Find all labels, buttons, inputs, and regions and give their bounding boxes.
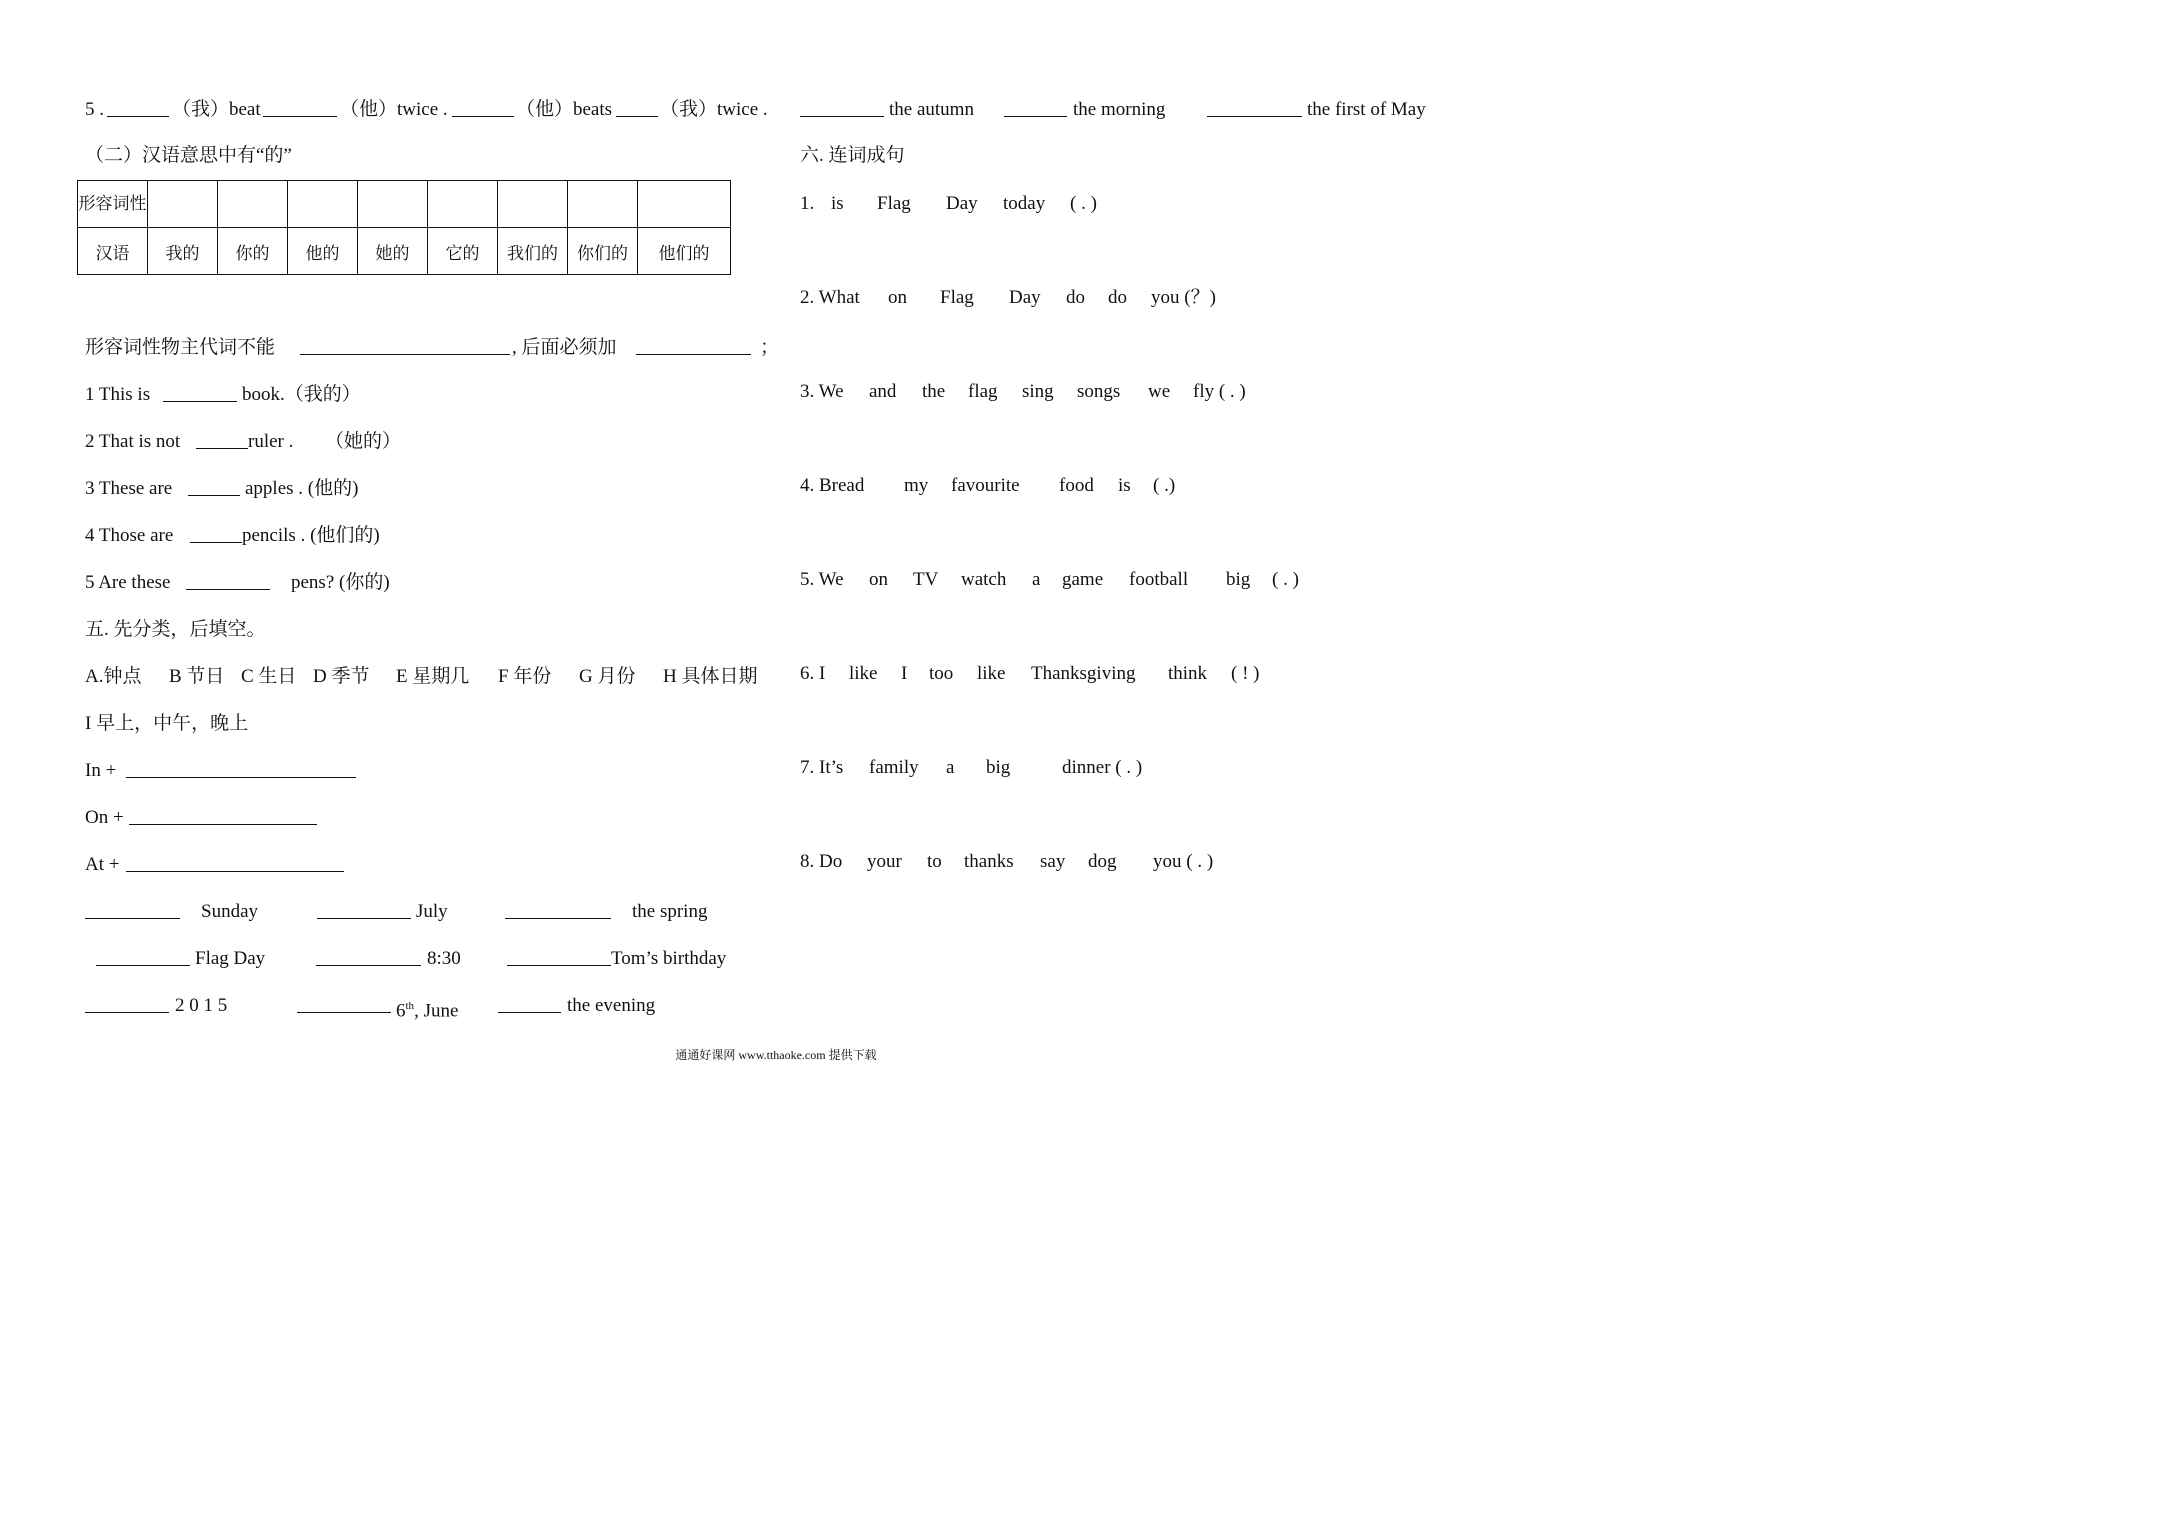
word: your (867, 851, 902, 872)
exercise-text: pens? (你的) (291, 572, 390, 593)
grid-item: July (416, 901, 448, 922)
word: 2. What (800, 287, 860, 308)
answer-blank[interactable] (452, 98, 514, 117)
table-cell: 你的 (218, 228, 288, 275)
word: Flag (877, 193, 911, 214)
word: ( .) (1153, 475, 1176, 496)
answer-blank[interactable] (196, 430, 248, 449)
line5-seg: （他）twice . (340, 99, 448, 120)
category: C 生日 (241, 666, 297, 687)
table-cell: 我们的 (498, 228, 568, 275)
word: do (1066, 287, 1085, 308)
grid-item: the spring (632, 901, 708, 922)
answer-blank[interactable] (498, 994, 561, 1013)
word: you ( . ) (1153, 851, 1214, 872)
prep-label: At + (85, 854, 120, 875)
grid-item: 8:30 (427, 948, 461, 969)
word: Thanksgiving (1031, 663, 1136, 684)
answer-blank[interactable] (800, 98, 884, 117)
word: like (849, 663, 878, 684)
word: thanks (964, 851, 1014, 872)
answer-blank[interactable] (263, 98, 337, 117)
word: like (977, 663, 1006, 684)
word: sing (1022, 381, 1054, 402)
table-cell-blank[interactable] (568, 181, 638, 228)
table-cell-blank[interactable] (638, 181, 731, 228)
answer-blank[interactable] (616, 98, 658, 117)
word: 3. We (800, 381, 844, 402)
exercise-text: 1 This is (85, 384, 151, 405)
word: my (904, 475, 929, 496)
answer-blank[interactable] (317, 900, 411, 919)
date-month: , June (414, 1000, 459, 1022)
word: fly ( . ) (1193, 381, 1246, 402)
word: is (831, 193, 844, 214)
word: we (1148, 381, 1171, 402)
exercise-text: （她的） (325, 431, 402, 452)
table-header-chinese: 汉语 (78, 228, 148, 275)
table-cell: 你们的 (568, 228, 638, 275)
exercise-text: apples . (他的) (245, 478, 359, 499)
word: today (1003, 193, 1046, 214)
category: H 具体日期 (663, 666, 758, 687)
word: dinner ( . ) (1062, 757, 1143, 778)
exercise-text: book.（我的） (242, 384, 361, 405)
exercise-text: 5 Are these (85, 572, 171, 593)
table-cell-blank[interactable] (288, 181, 358, 228)
word: on (869, 569, 888, 590)
time-phrase: the autumn (889, 99, 974, 120)
word: favourite (951, 475, 1020, 496)
word: a (1032, 569, 1041, 590)
word: dog (1088, 851, 1117, 872)
word: and (869, 381, 897, 402)
answer-blank[interactable] (505, 900, 611, 919)
answer-blank[interactable] (636, 336, 751, 355)
word: 5. We (800, 569, 844, 590)
time-phrase: the first of May (1307, 99, 1426, 120)
rule-text: 形容词性物主代词不能 (85, 337, 276, 358)
exercise-text: 2 That is not (85, 431, 181, 452)
section2-title: （二）汉语意思中有“的” (85, 145, 292, 166)
date-day: 6 (396, 1000, 406, 1022)
categories-line-2: I 早上，中午，晚上 (85, 713, 249, 734)
line5-number: 5 . (85, 99, 104, 120)
line5-seg: （我）twice . (660, 99, 768, 120)
prep-label: On + (85, 807, 124, 828)
word: Flag (940, 287, 974, 308)
answer-blank[interactable] (163, 383, 237, 402)
word: game (1062, 569, 1104, 590)
word: say (1040, 851, 1066, 872)
word: flag (968, 381, 998, 402)
word: Day (946, 193, 978, 214)
answer-blank[interactable] (300, 336, 510, 355)
grid-item: 2 0 1 5 (175, 995, 228, 1016)
answer-blank[interactable] (507, 947, 611, 966)
answer-blank[interactable] (96, 947, 190, 966)
answer-blank[interactable] (297, 994, 391, 1013)
date-suffix: th (405, 1000, 415, 1012)
table-cell: 它的 (428, 228, 498, 275)
word: the (922, 381, 946, 402)
answer-blank[interactable] (316, 947, 421, 966)
section6-title: 六. 连词成句 (800, 145, 905, 166)
time-phrase: the morning (1073, 99, 1166, 120)
word: too (929, 663, 954, 684)
grid-item: Sunday (201, 901, 258, 922)
rule-text: , 后面必须加 (512, 337, 617, 358)
line5-seg: （我）beat (172, 99, 261, 120)
answer-blank[interactable] (85, 994, 169, 1013)
word: Day (1009, 287, 1041, 308)
table-cell-blank[interactable] (498, 181, 568, 228)
word: big (1226, 569, 1251, 590)
table-cell-blank[interactable] (148, 181, 218, 228)
category: E 星期几 (396, 666, 470, 687)
answer-blank[interactable] (129, 806, 317, 825)
category: G 月份 (579, 666, 636, 687)
word: a (946, 757, 955, 778)
word: big (986, 757, 1011, 778)
word: 7. It’s (800, 757, 844, 778)
answer-blank[interactable] (1207, 98, 1302, 117)
word: 8. Do (800, 851, 843, 872)
word: songs (1077, 381, 1121, 402)
answer-blank[interactable] (85, 900, 180, 919)
answer-blank[interactable] (186, 571, 270, 590)
table-cell: 他们的 (638, 228, 731, 275)
answer-blank[interactable] (1004, 98, 1067, 117)
word: I (901, 663, 908, 684)
table-cell: 她的 (358, 228, 428, 275)
table-cell-blank[interactable] (218, 181, 288, 228)
word: is (1118, 475, 1131, 496)
grid-item: the evening (567, 995, 656, 1016)
word: think (1168, 663, 1208, 684)
answer-blank[interactable] (107, 98, 169, 117)
grid-item-date (396, 994, 458, 1023)
answer-blank[interactable] (188, 477, 240, 496)
table-cell-blank[interactable] (428, 181, 498, 228)
answer-blank[interactable] (126, 853, 344, 872)
category: A.钟点 (85, 666, 142, 687)
exercise-text: 3 These are (85, 478, 173, 499)
word: TV (913, 569, 939, 590)
exercise-text: ruler . (248, 431, 294, 452)
table-cell: 他的 (288, 228, 358, 275)
word: on (888, 287, 907, 308)
grid-item: Flag Day (195, 948, 266, 969)
exercise-text: 4 Those are (85, 525, 174, 546)
answer-blank[interactable] (126, 759, 356, 778)
word: watch (961, 569, 1007, 590)
exercise-text: pencils . (他们的) (242, 525, 380, 546)
table-header-adj: 形容词性 (78, 181, 148, 228)
table-cell-blank[interactable] (358, 181, 428, 228)
category: F 年份 (498, 666, 552, 687)
possessive-table (77, 180, 731, 275)
line5-seg: （他）beats (516, 99, 613, 120)
table-cell: 我的 (148, 228, 218, 275)
prep-label: In + (85, 760, 117, 781)
word: do (1108, 287, 1127, 308)
footer-credit: 通通好课网 www.tthaoke.com 提供下载 (675, 1048, 877, 1062)
word: to (927, 851, 942, 872)
word: football (1129, 569, 1189, 590)
section5-title: 五. 先分类，后填空。 (85, 619, 266, 640)
word: ( . ) (1070, 193, 1097, 214)
word: 4. Bread (800, 475, 865, 496)
word: 1. (800, 193, 815, 214)
category: B 节日 (169, 666, 225, 687)
rule-text: ； (760, 337, 780, 358)
word: ( ! ) (1231, 663, 1260, 684)
word: 6. I (800, 663, 826, 684)
word: family (869, 757, 919, 778)
answer-blank[interactable] (190, 524, 242, 543)
grid-item: Tom’s birthday (611, 948, 727, 969)
word: ( . ) (1272, 569, 1299, 590)
word: food (1059, 475, 1094, 496)
category: D 季节 (313, 666, 370, 687)
word: you (？) (1151, 287, 1216, 308)
